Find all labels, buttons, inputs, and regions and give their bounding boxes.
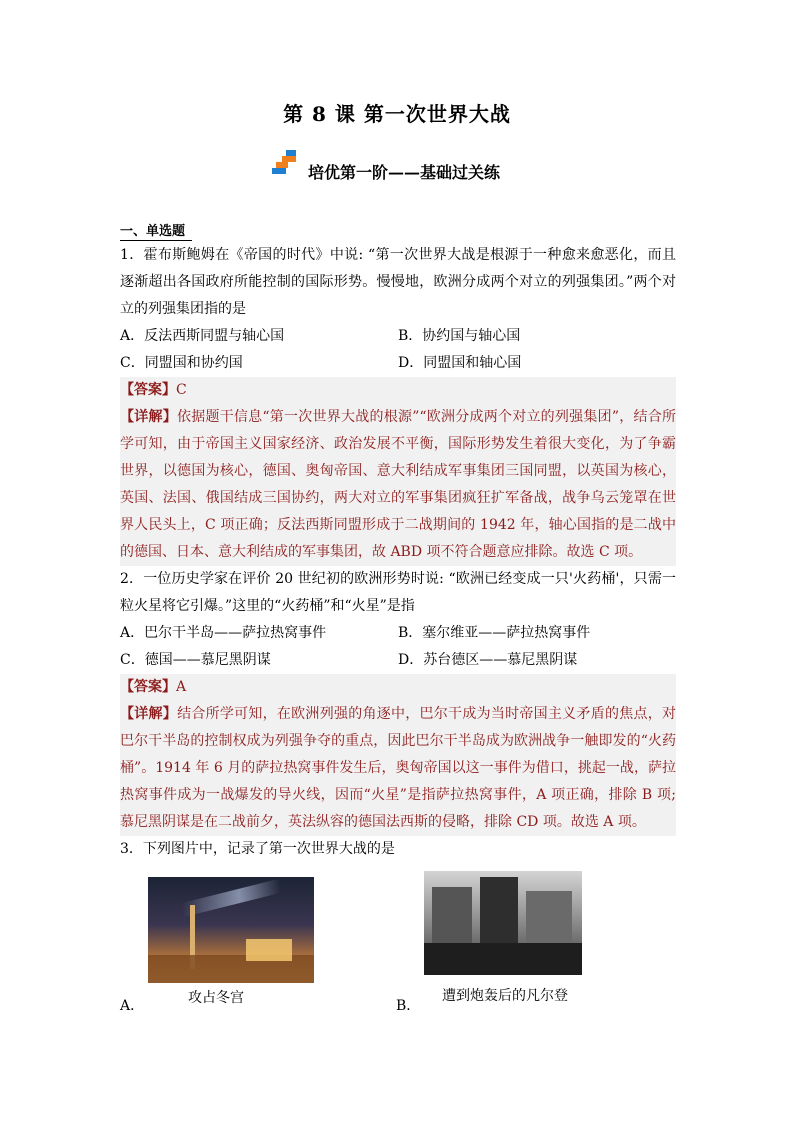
detail-label: 【详解】 xyxy=(120,409,177,425)
detail-block xyxy=(120,701,676,836)
option-a: A．反法西斯同盟与轴心国 xyxy=(120,328,285,344)
options xyxy=(120,620,676,674)
option-b: B．塞尔维亚——萨拉热窝事件 xyxy=(398,625,591,641)
section-banner xyxy=(272,150,532,184)
question-stem: 1．霍布斯鲍姆在《帝国的时代》中说: “第一次世界大战是根源于一种愈来愈恶化，而且逐渐超出各国政府所能控制的国际形势。慢慢地，欧洲分成两个对立的列强集团。”两个对立的列强集团指的是 xyxy=(120,247,676,317)
answer-label: 【答案】 xyxy=(120,382,176,398)
option-b-label: B． xyxy=(396,998,421,1014)
stairs-icon xyxy=(272,150,300,178)
winter-palace-photo xyxy=(148,877,314,983)
question-list xyxy=(120,222,676,1021)
verdun-ruins-photo xyxy=(424,871,582,975)
lesson-title: 第 8 课 第一次世界大战 xyxy=(283,102,511,126)
image-caption: 遭到炮轰后的凡尔登 xyxy=(442,988,568,1004)
answer-line xyxy=(120,377,676,404)
detail-label: 【详解】 xyxy=(120,706,178,722)
banner-text: 培优第一阶——基础过关练 xyxy=(308,163,501,182)
image-options xyxy=(120,871,676,1021)
option-d: D．同盟国和轴心国 xyxy=(398,355,522,371)
question-stem: 2．一位历史学家在评价 20 世纪初的欧洲形势时说: “欧洲已经变成一只'火药桶'，只需一粒火星将它引爆。”这里的“火药桶”和“火星”是指 xyxy=(120,571,676,614)
question-stem: 3．下列图片中，记录了第一次世界大战的是 xyxy=(120,841,395,857)
section-heading: 一、单选题 xyxy=(120,222,676,242)
detail-block xyxy=(120,404,676,566)
detail-text: 结合所学可知，在欧洲列强的角逐中，巴尔干成为当时帝国主义矛盾的焦点，对巴尔干半岛的控制权成为列强争夺的重点，因此巴尔干半岛成为欧洲战争一触即发的“火药桶”。1914 年 6 月的萨拉热窝事件发生后，奥匈帝国以这一事件为借口，挑起一战，萨拉热窝事件成为一战爆发的导火线，因而“火星”是指萨拉热窝事件，A 项正确，排除 B 项; 慕尼黑阴谋是在二战前夕，英法纵容的德国法西斯的侵略，排除 CD 项。故选 A 项。 xyxy=(120,706,677,830)
option-c: C．德国——慕尼黑阴谋 xyxy=(120,652,271,668)
image-caption: 攻占冬宫 xyxy=(188,990,244,1006)
option-a: A．巴尔干半岛——萨拉热窝事件 xyxy=(120,625,327,641)
answer-line xyxy=(120,674,676,701)
option-b: B．协约国与轴心国 xyxy=(398,328,521,344)
answer-value: C xyxy=(176,382,187,398)
options xyxy=(120,323,676,377)
option-a-label: A． xyxy=(120,998,145,1014)
answer-label: 【答案】 xyxy=(120,679,176,695)
detail-text: 依据题干信息“第一次世界大战的根源”“欧洲分成两个对立的列强集团”，结合所学可知，由于帝国主义国家经济、政治发展不平衡，国际形势发生着很大变化，为了争霸世界，以德国为核心，德国、奥匈帝国、意大利结成军事集团三国同盟，以英国为核心，英国、法国、俄国结成三国协约，两大对立的军事集团疯狂扩军备战，战争乌云笼罩在世界人民头上，C 项正确；反法西斯同盟形成于二战期间的 1942 年，轴心国指的是二战中的德国、日本、意大利结成的军事集团，故 ABD 项不符合题意应排除。故选 C 项。 xyxy=(120,409,676,560)
option-d: D．苏台德区——慕尼黑阴谋 xyxy=(398,652,578,668)
answer-value: A xyxy=(176,679,187,695)
option-c: C．同盟国和协约国 xyxy=(120,355,243,371)
